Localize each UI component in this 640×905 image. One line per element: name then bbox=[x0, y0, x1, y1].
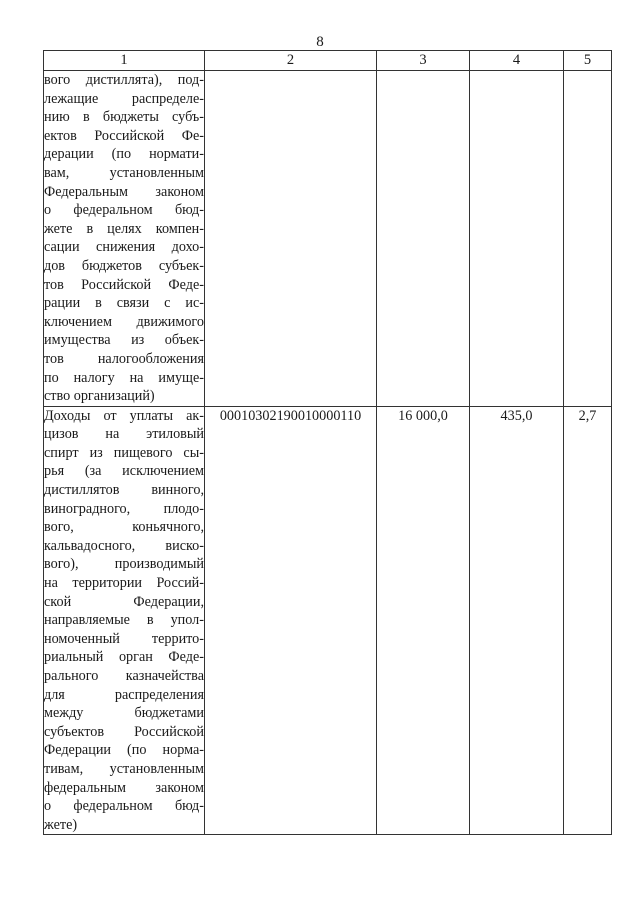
row-code bbox=[205, 71, 377, 407]
description-line: дов бюджетов субъек- bbox=[44, 257, 204, 274]
row-value-4 bbox=[470, 71, 564, 407]
row-value-5: 2,7 bbox=[564, 406, 612, 835]
column-header-1: 1 bbox=[44, 51, 205, 71]
description-line: Федеральным законом bbox=[44, 183, 204, 200]
description-line: рации в связи с ис- bbox=[44, 295, 204, 312]
description-line: имущества из объек- bbox=[44, 332, 204, 349]
row-value-3 bbox=[377, 71, 470, 407]
description-line: вого), производимый bbox=[44, 556, 204, 573]
page-number: 8 bbox=[316, 34, 324, 50]
row-value-3: 16 000,0 bbox=[377, 406, 470, 835]
description-line: направляемые в упол- bbox=[44, 612, 204, 629]
description-line: жете в целях компен- bbox=[44, 220, 204, 237]
description-line: рального казначейства bbox=[44, 668, 204, 684]
row-code: 00010302190010000110 bbox=[205, 406, 377, 835]
description-line: о федеральном бюд- bbox=[44, 202, 204, 219]
description-line: о федеральном бюд- bbox=[44, 798, 204, 815]
table-row bbox=[44, 71, 612, 407]
description-line: ключением движимого bbox=[44, 313, 204, 330]
table-header-row bbox=[44, 51, 612, 71]
description-line: жете) bbox=[44, 816, 78, 833]
description-line: цизов на этиловый bbox=[44, 426, 204, 443]
description-line: виноградного, плодо- bbox=[44, 500, 204, 517]
description-line: Федерации (по норма- bbox=[44, 742, 204, 759]
description-line: для распределения bbox=[44, 686, 204, 703]
description-line: тов налогообложения bbox=[44, 350, 204, 367]
description-line: рья (за исключением bbox=[44, 463, 204, 480]
description-line: ектов Российской Фе- bbox=[44, 127, 204, 144]
column-header-3: 3 bbox=[377, 51, 470, 71]
revenue-table bbox=[43, 50, 612, 835]
description-line: вого дистиллята), под- bbox=[44, 72, 204, 88]
description-line: субъектов Российской bbox=[44, 723, 204, 740]
description-line: на территории Россий- bbox=[44, 575, 204, 592]
description-line: дистиллятов винного, bbox=[44, 482, 204, 499]
row-value-4: 435,0 bbox=[470, 406, 564, 835]
description-line: федеральным законом bbox=[44, 779, 204, 796]
column-header-4: 4 bbox=[470, 51, 564, 71]
description-line: вого, коньячного, bbox=[44, 519, 204, 536]
table-row bbox=[44, 406, 612, 835]
description-line: сации снижения дохо- bbox=[44, 239, 204, 256]
description-line: спирт из пищевого сы- bbox=[44, 444, 204, 461]
column-header-2: 2 bbox=[205, 51, 377, 71]
description-line: ство организаций) bbox=[44, 388, 155, 405]
description-line: дерации (по нормати- bbox=[44, 146, 204, 163]
row-description bbox=[44, 71, 205, 407]
row-description bbox=[44, 406, 205, 835]
description-line: нию в бюджеты субъ- bbox=[44, 109, 204, 126]
description-line: ской Федерации, bbox=[44, 593, 204, 610]
description-line: по налогу на имуще- bbox=[44, 369, 204, 386]
description-line: номоченный террито- bbox=[44, 630, 204, 647]
description-line: между бюджетами bbox=[44, 705, 204, 722]
description-line: кальвадосного, виско- bbox=[44, 537, 204, 554]
description-line: вам, установленным bbox=[44, 164, 204, 181]
description-line: лежащие распределе- bbox=[44, 90, 204, 107]
description-line: Доходы от уплаты ак- bbox=[44, 407, 204, 424]
column-header-5: 5 bbox=[564, 51, 612, 71]
description-line: тов Российской Феде- bbox=[44, 276, 204, 293]
row-value-5 bbox=[564, 71, 612, 407]
description-line: тивам, установленным bbox=[44, 760, 204, 777]
description-line: риальный орган Феде- bbox=[44, 649, 204, 666]
